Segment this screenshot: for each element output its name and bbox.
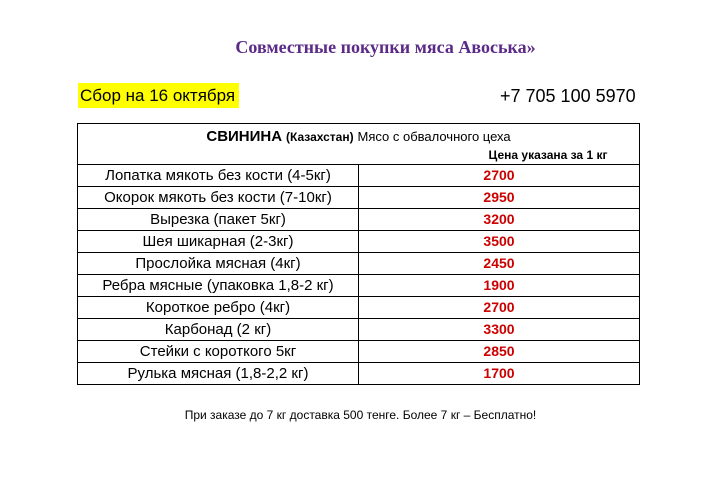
phone-number: +7 705 100 5970 — [500, 86, 636, 106]
table-header-row — [78, 124, 640, 165]
table-row — [78, 231, 640, 253]
table-row — [78, 209, 640, 231]
table-row — [78, 165, 640, 187]
header-origin: (Казахстан) — [285, 130, 354, 144]
product-price: 3200 — [359, 209, 640, 231]
page-title: Совместные покупки мяса Авоська» — [235, 37, 536, 57]
table-row — [78, 363, 640, 385]
product-name: Прослойка мясная (4кг) — [78, 253, 359, 275]
product-price: 1900 — [359, 275, 640, 297]
table-row — [78, 319, 640, 341]
product-price: 3500 — [359, 231, 640, 253]
product-price: 2450 — [359, 253, 640, 275]
product-name: Карбонад (2 кг) — [78, 319, 359, 341]
collection-date-label: Сбор на 16 октября — [78, 83, 239, 108]
product-name: Ребра мясные (упаковка 1,8-2 кг) — [78, 275, 359, 297]
product-name: Окорок мякоть без кости (7-10кг) — [78, 187, 359, 209]
product-price: 2850 — [359, 341, 640, 363]
table-header — [78, 124, 640, 165]
table-header-title — [78, 127, 639, 146]
table-row — [78, 187, 640, 209]
product-name: Стейки с короткого 5кг — [78, 341, 359, 363]
product-name: Лопатка мякоть без кости (4-5кг) — [78, 165, 359, 187]
product-price: 2950 — [359, 187, 640, 209]
table-row — [78, 341, 640, 363]
table-row — [78, 275, 640, 297]
delivery-note: При заказе до 7 кг доставка 500 тенге. Более 7 кг – Бесплатно! — [184, 408, 537, 422]
header-description: Мясо с обвалочного цеха — [357, 129, 511, 144]
table-row — [78, 297, 640, 319]
product-name: Вырезка (пакет 5кг) — [78, 209, 359, 231]
price-table — [77, 123, 640, 385]
product-price: 2700 — [359, 165, 640, 187]
header-main: СВИНИНА — [206, 128, 283, 145]
product-price: 1700 — [359, 363, 640, 385]
table-row — [78, 253, 640, 275]
product-name: Короткое ребро (4кг) — [78, 297, 359, 319]
product-price: 3300 — [359, 319, 640, 341]
product-name: Шея шикарная (2-3кг) — [78, 231, 359, 253]
product-price: 2700 — [359, 297, 640, 319]
product-name: Рулька мясная (1,8-2,2 кг) — [78, 363, 359, 385]
price-note: Цена указана за 1 кг — [488, 148, 608, 162]
